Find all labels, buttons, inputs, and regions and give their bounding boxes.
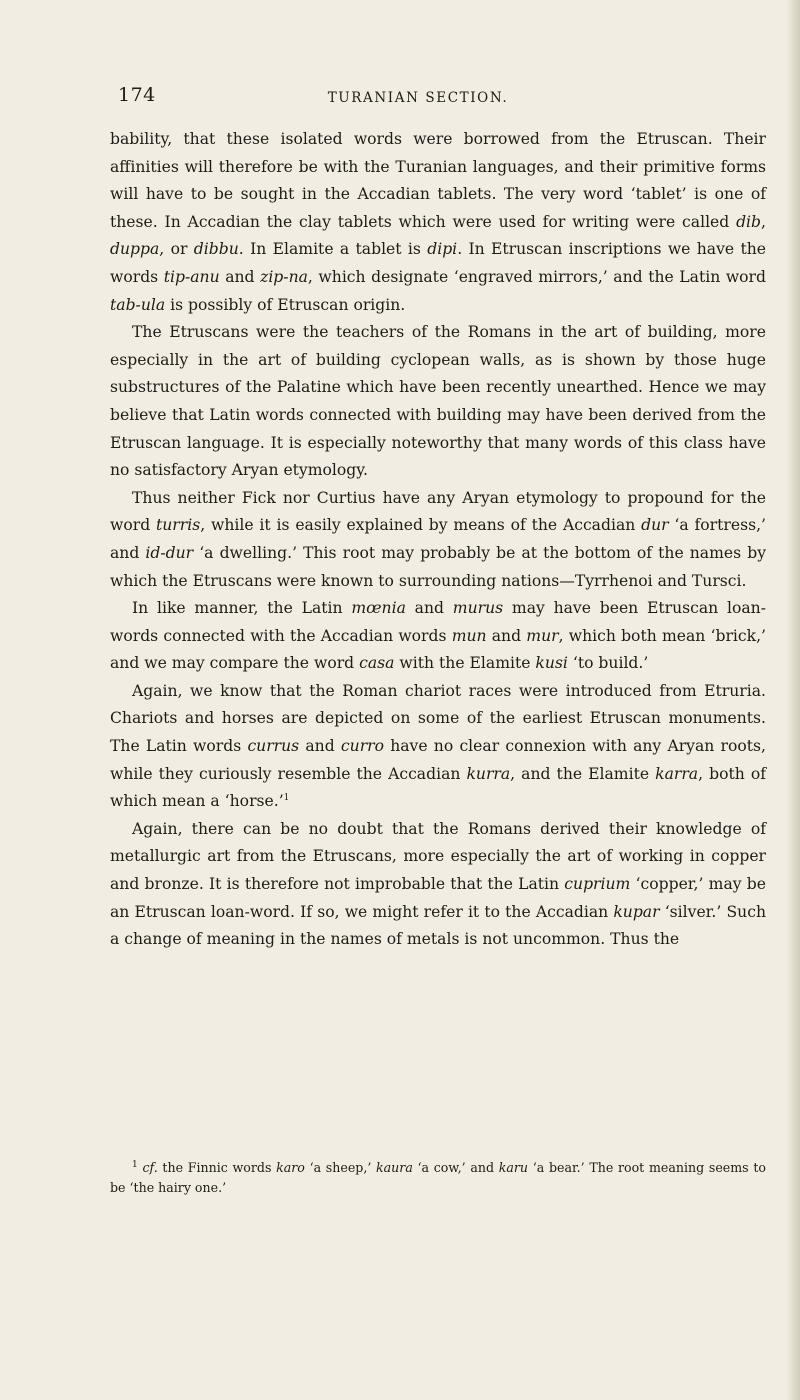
italic-term: cuprium (564, 875, 631, 894)
page-edge-shadow (786, 0, 800, 1400)
italic-term: dib (736, 212, 762, 231)
running-head: TURANIAN SECTION. (327, 90, 509, 106)
italic-term: zip-na (260, 267, 308, 286)
italic-term: tab-ula (110, 295, 166, 314)
paragraph: In like manner, the Latin mœnia and murus may have been Etruscan loan-words connected with the Accadian words mun and mur, which both mean ‘brick,’ and we may compare the word casa with the Elamite kusi ‘to build.’ (110, 599, 766, 673)
italic-term: kurra (466, 764, 511, 783)
body-text (110, 126, 766, 954)
italic-term: karra (655, 764, 699, 783)
italic-term: kupar (613, 902, 660, 921)
italic-term: casa (359, 654, 395, 673)
paragraph: Thus neither Fick nor Curtius have any Aryan etymology to propound for the word turris, while it is easily explained by means of the Accadian dur ‘a fortress,’ and id-dur ‘a dwelling.’ This root may probably be at the bottom of the names by which the Etruscans were known to surrounding nations—Tyrrhenoi and Tursci. (110, 488, 766, 590)
footnote: $^1$ cf. the Finnic words karo ‘a sheep,’ kaura ‘a cow,’ and karu ‘a bear.’ The root meaning seems to be ‘the hairy one.’ (110, 1159, 766, 1195)
italic-term: turris (156, 516, 201, 535)
italic-term: murus (452, 599, 504, 618)
italic-term: mœnia (351, 599, 406, 618)
italic-term: cf. (142, 1160, 158, 1175)
italic-term: currus (247, 737, 300, 756)
italic-term: karo (276, 1160, 305, 1175)
italic-term: duppa (110, 240, 160, 259)
italic-term: mur (526, 626, 559, 645)
italic-term: dibbu (193, 240, 239, 259)
italic-term: kusi (535, 654, 568, 673)
italic-term: tip-anu (163, 267, 220, 286)
paragraph: Again, we know that the Roman chariot races were introduced from Etruria. Chariots and horses are depicted on some of the earliest Etruscan monuments. The Latin words currus and curro have no clear connexion with any Aryan roots, while they curiously resemble the Accadian kurra, and the Elamite karra, both of which mean a ‘horse.’$^1$ (110, 681, 766, 811)
paragraph: bability, that these isolated words were borrowed from the Etruscan. Their affinities will therefore be with the Turanian languages, and their primitive forms will have to be sought in the Accadian tablets. The very word ‘tablet’ is one of these. In Accadian the clay tablets which were used for writing were called dib, duppa, or dibbu. In Elamite a tablet is dipi. In Etruscan inscriptions we have the words tip-anu and zip-na, which designate ‘engraved mirrors,’ and the Latin word tab-ula is possibly of Etruscan origin. (110, 130, 766, 314)
page-number: 174 (118, 84, 156, 106)
footnote-marker: 1 (283, 793, 290, 804)
italic-term: dur (641, 516, 669, 535)
italic-term: kaura (376, 1160, 413, 1175)
italic-term: mun (451, 626, 487, 645)
footnotes (110, 1158, 766, 1198)
italic-term: curro (340, 737, 384, 756)
italic-term: karu (498, 1160, 529, 1175)
italic-term: dipi (427, 240, 458, 259)
paragraph: Again, there can be no doubt that the Romans derived their knowledge of metallurgic art from the Etruscans, more especially the art of working in copper and bronze. It is therefore not improbable that the Latin cuprium ‘copper,’ may be an Etruscan loan-word. If so, we might refer it to the Accadian kupar ‘silver.’ Such a change of meaning in the names of metals is not uncommon. Thus the (110, 819, 766, 949)
footnote-marker: 1 (132, 1159, 138, 1170)
page-header (118, 84, 718, 114)
paragraph: The Etruscans were the teachers of the Romans in the art of building, more especially in the art of building cyclopean walls, as is shown by those huge substructures of the Palatine which have been recently unearthed. Hence we may believe that Latin words connected with building may have been derived from the Etruscan language. It is especially noteworthy that many words of this class have no satisfactory Aryan etymology. (110, 323, 766, 480)
italic-term: id-dur (145, 543, 194, 562)
